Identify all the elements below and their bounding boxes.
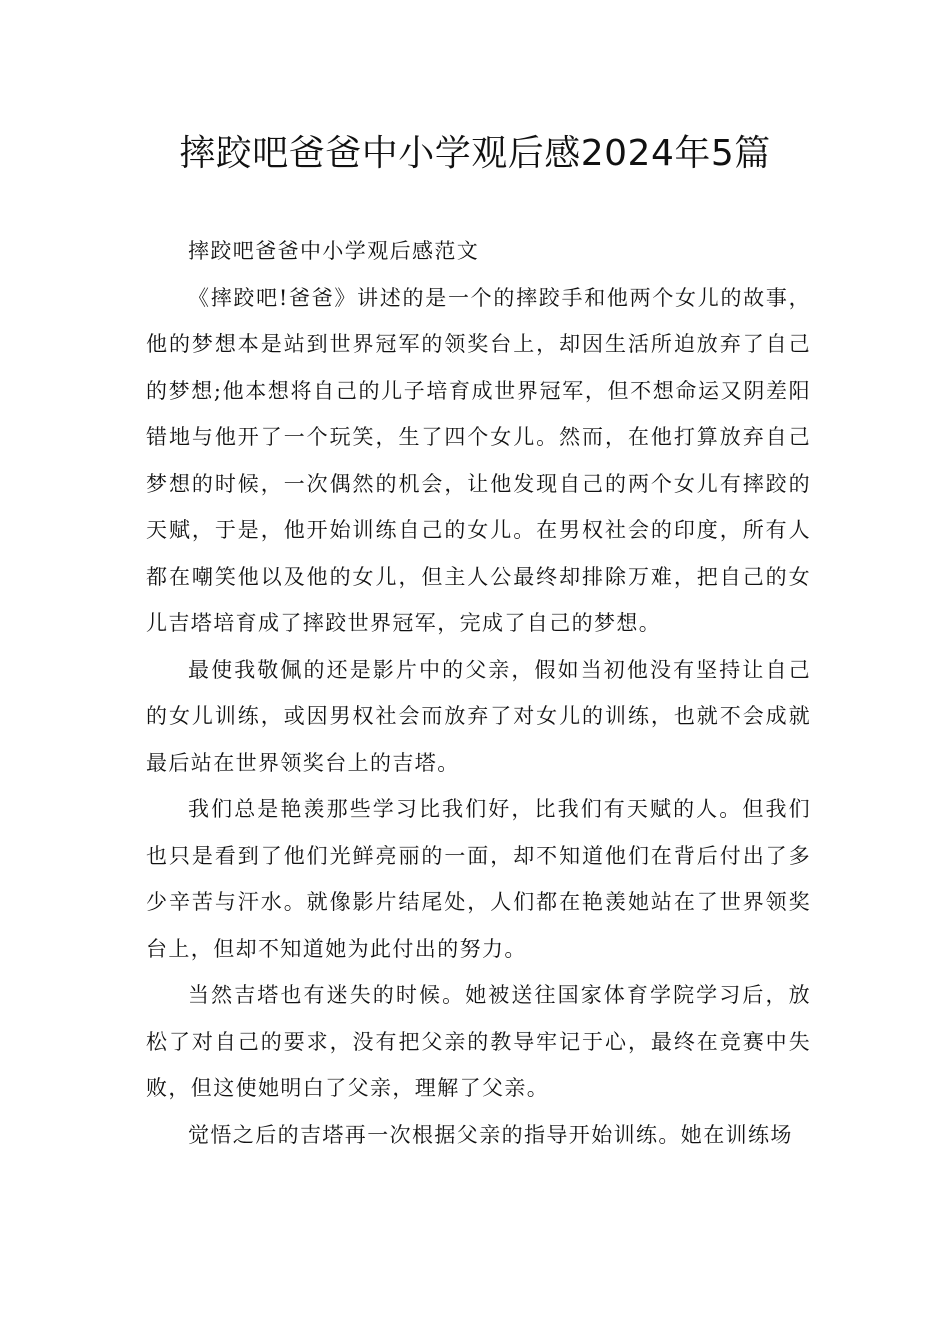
document-title: 摔跤吧爸爸中小学观后感2024年5篇 [179,133,771,174]
body-paragraph: 最使我敬佩的还是影片中的父亲，假如当初他没有坚持让自己的女儿训练，或因男权社会而放弃了对女儿的训练，也就不会成就最后站在世界领奖台上的吉塔。 [146,657,811,775]
body-paragraph: 觉悟之后的吉塔再一次根据父亲的指导开始训练。她在训练场 [188,1122,793,1147]
body-paragraph: 《摔跤吧!爸爸》讲述的是一个的摔跤手和他两个女儿的故事，他的梦想本是站到世界冠军的领奖台上，却因生活所迫放弃了自己的梦想;他本想将自己的儿子培育成世界冠军，但不想命运又阴差阳错地与他开了一个玩笑，生了四个女儿。然而，在他打算放弃自己梦想的时候，一次偶然的机会，让他发现自己的两个女儿有摔跤的天赋，于是，他开始训练自己的女儿。在男权社会的印度，所有人都在嘲笑他以及他的女儿，但主人公最终却排除万难，把自己的女儿吉塔培育成了摔跤世界冠军，完成了自己的梦想。 [146,285,811,635]
document-body [146,228,811,1158]
body-paragraph: 我们总是艳羡那些学习比我们好，比我们有天赋的人。但我们也只是看到了他们光鲜亮丽的一面，却不知道他们在背后付出了多少辛苦与汗水。就像影片结尾处，人们都在艳羡她站在了世界领奖台上，但却不知道她为此付出的努力。 [146,797,811,961]
body-paragraph: 当然吉塔也有迷失的时候。她被送往国家体育学院学习后，放松了对自己的要求，没有把父亲的教导牢记于心，最终在竞赛中失败，但这使她明白了父亲，理解了父亲。 [146,983,811,1100]
subtitle-paragraph: 摔跤吧爸爸中小学观后感范文 [188,239,480,263]
